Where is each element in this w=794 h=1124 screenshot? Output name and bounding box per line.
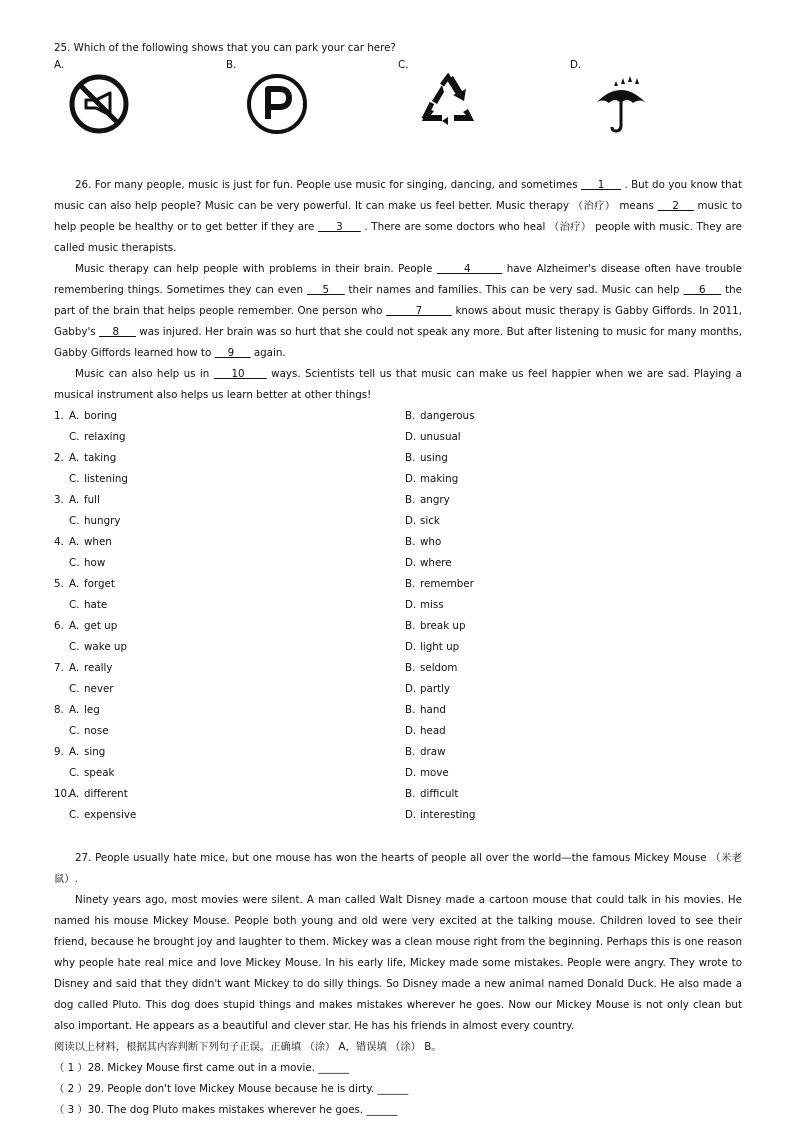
blank-4[interactable]: 4 bbox=[436, 263, 503, 275]
option-b-choice[interactable]: B. break up bbox=[405, 620, 466, 632]
option-d-choice[interactable]: D. light up bbox=[405, 641, 460, 653]
option-b-choice[interactable]: B. draw bbox=[405, 746, 446, 758]
option-c-choice[interactable]: C. speak bbox=[69, 767, 115, 779]
passage-26-paragraph-2: Music therapy can help people with problems in their brain. People 4 have Alzheimer's disease often have trouble remembering things. Sometimes they can even 5 their names and families. This can be very sad. Music can help 6 the part of the brain that helps people remember. One person who 7 knows about music therapy is Gabby Giffords. In 2011, Gabby's 8 was injured. Her brain was so hurt that she could not speak any more. But after listening to music for many months, Gabby Giffords learned how to 9 again. bbox=[54, 263, 742, 359]
option-a-choice[interactable]: 1. A. boring bbox=[54, 410, 117, 422]
recycle-sign-icon bbox=[418, 73, 480, 135]
choice-row bbox=[54, 574, 742, 595]
choice-row bbox=[54, 721, 742, 742]
choices-list bbox=[54, 406, 742, 826]
option-d-choice[interactable]: D. interesting bbox=[405, 809, 476, 821]
option-a-choice[interactable]: 2. A. taking bbox=[54, 452, 117, 464]
option-c-letter: C. bbox=[398, 59, 409, 71]
option-c-choice[interactable]: C. hate bbox=[69, 599, 108, 611]
option-a-letter: A. bbox=[54, 59, 65, 71]
blank-6[interactable]: 6 bbox=[683, 284, 722, 296]
choice-row bbox=[54, 658, 742, 679]
choice-row bbox=[54, 616, 742, 637]
option-b-letter: B. bbox=[226, 59, 237, 71]
choice-row bbox=[54, 679, 742, 700]
choice-row bbox=[54, 805, 742, 826]
option-c-choice[interactable]: C. wake up bbox=[69, 641, 127, 653]
choice-row bbox=[54, 763, 742, 784]
option-d-choice[interactable]: D. making bbox=[405, 473, 459, 485]
tf-item-29[interactable]: （ 2 ）29. People don't love Mickey Mouse because he is dirty. ______ bbox=[54, 1083, 409, 1095]
choice-row bbox=[54, 637, 742, 658]
choice-row bbox=[54, 553, 742, 574]
option-d-choice[interactable]: D. miss bbox=[405, 599, 444, 611]
option-c-choice[interactable]: C. listening bbox=[69, 473, 128, 485]
option-c-choice[interactable]: C. hungry bbox=[69, 515, 121, 527]
option-a-choice[interactable]: 8. A. leg bbox=[54, 704, 100, 716]
option-c-choice[interactable]: C. expensive bbox=[69, 809, 137, 821]
choice-row bbox=[54, 784, 742, 805]
option-a-choice[interactable]: 3. A. full bbox=[54, 494, 100, 506]
option-b-choice[interactable]: B. remember bbox=[405, 578, 474, 590]
tf-item-30[interactable]: （ 3 ）30. The dog Pluto makes mistakes wherever he goes. ______ bbox=[54, 1104, 398, 1116]
no-horn-sign-icon bbox=[68, 73, 130, 135]
choice-row bbox=[54, 532, 742, 553]
choice-row bbox=[54, 700, 742, 721]
option-a-choice[interactable]: 5. A. forget bbox=[54, 578, 115, 590]
option-c-choice[interactable]: C. relaxing bbox=[69, 431, 126, 443]
umbrella-keep-dry-icon bbox=[590, 73, 652, 135]
option-d-choice[interactable]: D. unusual bbox=[405, 431, 461, 443]
option-b-choice[interactable]: B. seldom bbox=[405, 662, 458, 674]
option-d-choice[interactable]: D. head bbox=[405, 725, 446, 737]
question-25-options bbox=[54, 59, 742, 154]
option-b-choice[interactable]: B. who bbox=[405, 536, 442, 548]
blank-10[interactable]: 10 bbox=[213, 368, 267, 380]
blank-1[interactable]: 1 bbox=[580, 179, 622, 191]
tf-instruction: 阅读以上材料，根据其内容判断下列句子正误。正确填 （涂） A，错误填 （涂） B。 bbox=[54, 1041, 442, 1053]
option-d-choice[interactable]: D. move bbox=[405, 767, 449, 779]
option-a-choice[interactable]: 10.A. different bbox=[54, 788, 128, 800]
option-b-choice[interactable]: B. difficult bbox=[405, 788, 459, 800]
worksheet-page bbox=[54, 38, 742, 1121]
choice-row bbox=[54, 469, 742, 490]
blank-9[interactable]: 9 bbox=[214, 347, 251, 359]
tf-item-28[interactable]: （ 1 ）28. Mickey Mouse first came out in a movie. ______ bbox=[54, 1062, 350, 1074]
blank-7[interactable]: 7 bbox=[386, 305, 452, 317]
passage-27-body: Ninety years ago, most movies were silent. A man called Walt Disney made a cartoon mouse that could talk in his movies. He named his mouse Mickey Mouse. People both young and old were very excited at the talking mouse. Children loved to see their friend, because he brought joy and laughter to them. Mickey was a clean mouse right from the beginning. Perhaps this is one reason why people hate real mice and love Mickey Mouse. In his early life, Mickey made some mistakes. People were angry. They wrote to Disney and said that they didn't want Mickey to do silly things. So Disney made a new animal named Donald Duck. He also made a dog called Pluto. This dog does stupid things and makes mistakes wherever he goes. Now our Mickey Mouse is not only clean but also important. He appears as a beautiful and clever star. He has his friends in almost every country. bbox=[54, 894, 742, 1032]
option-c-choice[interactable]: C. how bbox=[69, 557, 106, 569]
passage-27-intro: 27. People usually hate mice, but one mouse has won the hearts of people all over the world—the famous Mickey Mouse （米老鼠）. bbox=[54, 852, 742, 885]
option-b-choice[interactable]: B. using bbox=[405, 452, 448, 464]
parking-sign-icon bbox=[246, 73, 308, 135]
blank-8[interactable]: 8 bbox=[99, 326, 136, 338]
choice-row bbox=[54, 427, 742, 448]
option-b-choice[interactable]: B. dangerous bbox=[405, 410, 475, 422]
option-a-choice[interactable]: 9. A. sing bbox=[54, 746, 106, 758]
option-b-choice[interactable]: B. hand bbox=[405, 704, 446, 716]
option-a-choice[interactable]: 6. A. get up bbox=[54, 620, 118, 632]
option-d-letter: D. bbox=[570, 59, 582, 71]
passage-26-paragraph-1: 26. For many people, music is just for fun. People use music for singing, dancing, and sometimes 1 . But do you know that music can also help people? Music can be very powerful. It can make us feel better. Music therapy （治疗） means 2 music to help people be healthy or to get better if they are 3 . There are some doctors who heal （治疗） people with music. They are called music therapists. bbox=[54, 179, 743, 254]
blank-3[interactable]: 3 bbox=[318, 221, 361, 233]
option-b-choice[interactable]: B. angry bbox=[405, 494, 450, 506]
blank-2[interactable]: 2 bbox=[657, 200, 694, 212]
passage-26-paragraph-3: Music can also help us in 10 ways. Scientists tell us that music can make us feel happier when we are sad. Playing a musical instrument also helps us learn better at other things! bbox=[54, 368, 742, 401]
option-a-choice[interactable]: 4. A. when bbox=[54, 536, 112, 548]
question-25: 25. Which of the following shows that you can park your car here? bbox=[54, 42, 396, 54]
option-a-choice[interactable]: 7. A. really bbox=[54, 662, 113, 674]
option-c-choice[interactable]: C. never bbox=[69, 683, 114, 695]
choice-row bbox=[54, 511, 742, 532]
option-d-choice[interactable]: D. sick bbox=[405, 515, 440, 527]
option-c-choice[interactable]: C. nose bbox=[69, 725, 109, 737]
choice-row bbox=[54, 406, 742, 427]
option-d-choice[interactable]: D. partly bbox=[405, 683, 451, 695]
choice-row bbox=[54, 490, 742, 511]
option-d-choice[interactable]: D. where bbox=[405, 557, 452, 569]
choice-row bbox=[54, 742, 742, 763]
choice-row bbox=[54, 448, 742, 469]
blank-5[interactable]: 5 bbox=[306, 284, 345, 296]
choice-row bbox=[54, 595, 742, 616]
